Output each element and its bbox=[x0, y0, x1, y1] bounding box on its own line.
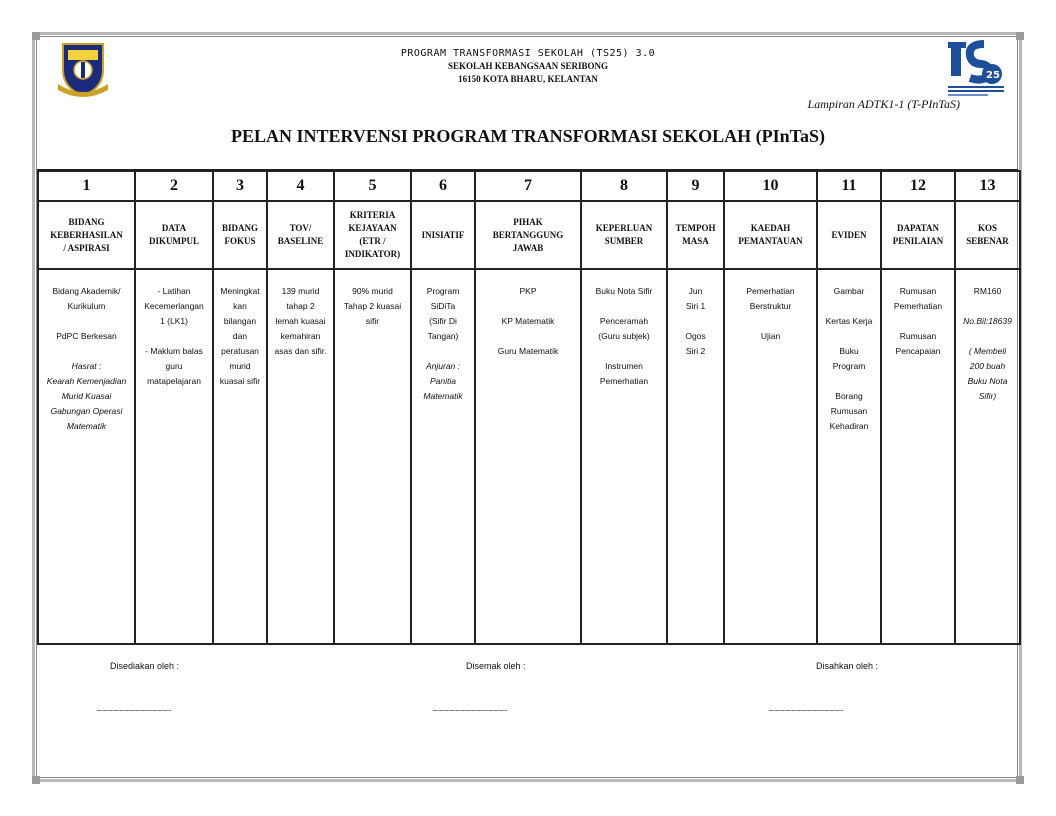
column-number: 11 bbox=[817, 171, 881, 201]
cell-kaedah-pemantauan bbox=[724, 269, 817, 644]
cell-text-line: Buku bbox=[839, 346, 859, 356]
column-header bbox=[881, 201, 955, 269]
column-header bbox=[135, 201, 213, 269]
cell-eviden bbox=[817, 269, 881, 644]
cell-kriteria-kejayaan bbox=[334, 269, 411, 644]
cell-text-line: Anjuran : bbox=[425, 361, 461, 371]
column-header-line: BIDANG bbox=[68, 216, 105, 227]
cell-text-line: (Guru subjek) bbox=[598, 331, 650, 341]
cell-text-line: Pemerhatian bbox=[746, 286, 795, 296]
cell-text-line: kuasai sifir bbox=[219, 376, 261, 386]
cell-text-line: Gabungan Operasi bbox=[50, 406, 123, 416]
column-number: 4 bbox=[267, 171, 334, 201]
cell-text-line: Rumusan bbox=[899, 286, 937, 296]
column-number: 7 bbox=[475, 171, 581, 201]
cell-text-line: 1 (LK1) bbox=[160, 316, 188, 326]
cell-text-line: Berstruktur bbox=[749, 301, 792, 311]
cell-text-line: ( Membeli bbox=[968, 346, 1007, 356]
column-header-line: DATA bbox=[161, 223, 187, 233]
column-number: 8 bbox=[581, 171, 667, 201]
cell-text-line: lemah kuasai bbox=[275, 316, 326, 326]
prepared-by-signature-line[interactable]: ............................................................. bbox=[96, 704, 171, 712]
cell-text-line: Pemerhatian bbox=[599, 376, 649, 386]
cell-text-line: Matematik bbox=[66, 421, 107, 431]
column-header bbox=[267, 201, 334, 269]
column-header-line: / ASPIRASI bbox=[63, 242, 110, 253]
cell-keperluan-sumber bbox=[581, 269, 667, 644]
cell-text-line: guru bbox=[165, 361, 183, 371]
cell-text-line: Penceramah bbox=[599, 316, 649, 326]
table-row bbox=[38, 269, 1020, 644]
cell-text-line: Matematik bbox=[423, 391, 463, 401]
cell-text-line: kemahiran bbox=[280, 331, 321, 341]
cell-tov-baseline bbox=[267, 269, 334, 644]
cell-text-line bbox=[884, 314, 952, 329]
checked-by-signature-line[interactable]: ............................................................. bbox=[432, 704, 507, 712]
cell-text-line bbox=[41, 314, 132, 329]
cell-text-line: PKP bbox=[519, 286, 537, 296]
cell-text-line: asas dan sifir. bbox=[274, 346, 327, 356]
column-header-line: KEPERLUAN bbox=[595, 223, 653, 233]
cell-text-line bbox=[820, 374, 878, 389]
cell-text-line: dan bbox=[232, 331, 248, 341]
cell-text-line: Tangan) bbox=[427, 331, 459, 341]
cell-text-line: Gambar bbox=[833, 286, 865, 296]
cell-text-line bbox=[670, 314, 721, 329]
cell-text-line: Borang bbox=[835, 391, 863, 401]
cell-text-line: (Sifir Di bbox=[429, 316, 457, 326]
cell-data-dikumpul bbox=[135, 269, 213, 644]
cell-text-line: sifir bbox=[365, 316, 380, 326]
cell-pihak-bertanggungjawab bbox=[475, 269, 581, 644]
column-header bbox=[955, 201, 1020, 269]
approved-by-signature-line[interactable]: ............................................................. bbox=[768, 704, 843, 712]
column-header bbox=[724, 201, 817, 269]
column-number: 2 bbox=[135, 171, 213, 201]
corner-ornament bbox=[1016, 776, 1024, 784]
cell-text-line: Kurikulum bbox=[67, 301, 106, 311]
column-header-line: TOV/ bbox=[289, 223, 312, 233]
column-header-line: INISIATIF bbox=[421, 229, 465, 240]
cell-text-line: kan bbox=[233, 301, 247, 311]
column-header-line: PIHAK bbox=[513, 216, 543, 227]
cell-bidang-fokus bbox=[213, 269, 267, 644]
column-number: 1 bbox=[38, 171, 135, 201]
column-header-line: KAEDAH bbox=[750, 223, 791, 233]
cell-text-line: PdPC Berkesan bbox=[56, 331, 117, 341]
column-header bbox=[581, 201, 667, 269]
cell-dapatan-penilaian bbox=[881, 269, 955, 644]
cell-text-line: matapelajaran bbox=[147, 376, 201, 386]
column-header bbox=[411, 201, 475, 269]
cell-bidang-keberhasilan bbox=[38, 269, 135, 644]
cell-text-line: Ogos bbox=[685, 331, 706, 341]
cell-text-line: Sifir) bbox=[978, 391, 997, 401]
cell-text-line: Guru Matematik bbox=[497, 346, 559, 356]
column-header-line: SUMBER bbox=[604, 236, 644, 246]
column-number: 6 bbox=[411, 171, 475, 201]
column-header-line: INDIKATOR) bbox=[344, 249, 401, 259]
column-header-line: MASA bbox=[682, 236, 709, 246]
column-header bbox=[213, 201, 267, 269]
column-number: 3 bbox=[213, 171, 267, 201]
column-header-line: KRITERIA bbox=[349, 210, 396, 220]
column-header-line: PENILAIAN bbox=[892, 236, 944, 246]
column-header-line: DAPATAN bbox=[897, 223, 939, 233]
cell-text-line: Instrumen bbox=[605, 361, 643, 371]
intervention-plan-table bbox=[37, 170, 1021, 645]
prepared-by-label: Disediakan oleh : bbox=[110, 661, 180, 671]
school-crest-logo bbox=[58, 40, 108, 98]
column-header bbox=[38, 201, 135, 269]
column-header-line: BERTANGGUNG bbox=[492, 229, 564, 240]
cell-text-line: Kecemerlangan bbox=[144, 301, 204, 311]
ts25-logo-number: 25 bbox=[986, 70, 1000, 81]
cell-text-line bbox=[584, 299, 664, 314]
column-header-line: DIKUMPUL bbox=[149, 236, 199, 246]
cell-text-line: Meningkat bbox=[220, 286, 260, 296]
cell-text-line bbox=[820, 299, 878, 314]
cell-tempoh-masa bbox=[667, 269, 724, 644]
cell-text-line: Bidang Akademik/ bbox=[52, 286, 121, 296]
column-header-row bbox=[38, 201, 1020, 269]
cell-text-line: bilangan bbox=[223, 316, 257, 326]
cell-text-line: Hasrat : bbox=[71, 361, 102, 371]
cell-text-line: Panitia bbox=[430, 376, 456, 386]
cell-text-line: Buku Nota bbox=[967, 376, 1008, 386]
column-header-line: JAWAB bbox=[512, 242, 544, 253]
column-header-line: TEMPOH bbox=[675, 223, 716, 233]
cell-text-line: Rumusan bbox=[830, 406, 868, 416]
cell-kos-sebenar bbox=[955, 269, 1020, 644]
column-number: 12 bbox=[881, 171, 955, 201]
column-number: 5 bbox=[334, 171, 411, 201]
cell-text-line: Kertas Kerja bbox=[825, 316, 873, 326]
column-header-line: EVIDEN bbox=[831, 229, 867, 240]
cell-text-line bbox=[138, 329, 210, 344]
cell-text-line: peratusan bbox=[221, 346, 259, 356]
cell-text-line: Kearah Kemenjadian bbox=[46, 376, 127, 386]
column-number: 9 bbox=[667, 171, 724, 201]
cell-text-line: Rumusan bbox=[899, 331, 937, 341]
cell-text-line: Pemerhatian bbox=[893, 301, 943, 311]
cell-text-line bbox=[478, 329, 578, 344]
column-header-line: SEBENAR bbox=[966, 236, 1009, 246]
cell-text-line: Murid Kuasai bbox=[61, 391, 112, 401]
cell-text-line bbox=[820, 329, 878, 344]
column-header-line: KOS bbox=[977, 223, 997, 233]
cell-text-line: Siri 1 bbox=[685, 301, 706, 311]
cell-text-line: 90% murid bbox=[352, 286, 393, 296]
column-number-row bbox=[38, 171, 1020, 201]
cell-text-line bbox=[958, 329, 1017, 344]
column-number: 10 bbox=[724, 171, 817, 201]
cell-text-line bbox=[958, 299, 1017, 314]
cell-text-line: 200 buah bbox=[969, 361, 1006, 371]
column-header-line: PEMANTAUAN bbox=[738, 236, 803, 246]
column-header-line: BIDANG bbox=[221, 223, 258, 233]
cell-text-line: Program bbox=[426, 286, 460, 296]
ts25-logo bbox=[946, 38, 1006, 98]
cell-text-line bbox=[414, 344, 472, 359]
column-number: 13 bbox=[955, 171, 1020, 201]
appendix-reference: Lampiran ADTK1-1 (T-PInTaS) bbox=[807, 97, 960, 111]
page-title: PELAN INTERVENSI PROGRAM TRANSFORMASI SEKOLAH (PInTaS) bbox=[231, 126, 825, 146]
corner-ornament bbox=[32, 32, 40, 40]
header-program-name: PROGRAM TRANSFORMASI SEKOLAH (TS25) 3.0 bbox=[400, 48, 656, 59]
cell-text-line: - Latihan bbox=[157, 286, 191, 296]
cell-text-line bbox=[727, 314, 814, 329]
column-header-line: KEBERHASILAN bbox=[50, 229, 123, 240]
corner-ornament bbox=[1016, 32, 1024, 40]
column-header-line: KEJAYAAN bbox=[348, 223, 397, 233]
cell-text-line: tahap 2 bbox=[286, 301, 315, 311]
column-header-line: BASELINE bbox=[277, 236, 324, 246]
corner-ornament bbox=[32, 776, 40, 784]
cell-text-line: Buku Nota Sifir bbox=[595, 286, 653, 296]
cell-text-line: KP Matematik bbox=[501, 316, 555, 326]
cell-text-line: No.Bil:18639 bbox=[963, 316, 1012, 326]
column-header bbox=[334, 201, 411, 269]
cell-text-line: SiDiTa bbox=[430, 301, 456, 311]
cell-text-line: Pencapaian bbox=[895, 346, 941, 356]
cell-text-line: 139 murid bbox=[281, 286, 320, 296]
cell-text-line bbox=[584, 344, 664, 359]
cell-text-line: Siri 2 bbox=[685, 346, 706, 356]
column-header bbox=[475, 201, 581, 269]
cell-text-line: murid bbox=[229, 361, 251, 371]
cell-text-line: Ujian bbox=[760, 331, 781, 341]
cell-inisiatif bbox=[411, 269, 475, 644]
cell-text-line: Tahap 2 kuasai bbox=[343, 301, 402, 311]
cell-text-line: Program bbox=[832, 361, 866, 371]
cell-text-line: - Maklum balas bbox=[145, 346, 203, 356]
column-header bbox=[817, 201, 881, 269]
column-header bbox=[667, 201, 724, 269]
approved-by-label: Disahkan oleh : bbox=[816, 661, 879, 671]
column-header-line: (ETR / bbox=[359, 236, 386, 246]
column-header-line: FOKUS bbox=[224, 236, 256, 246]
cell-text-line: RM160 bbox=[973, 286, 1002, 296]
header-school-address: 16150 KOTA BHARU, KELANTAN bbox=[458, 74, 598, 84]
cell-text-line: Kehadiran bbox=[829, 421, 869, 431]
cell-text-line bbox=[478, 299, 578, 314]
cell-text-line: Jun bbox=[688, 286, 703, 296]
checked-by-label: Disemak oleh : bbox=[466, 661, 526, 671]
header-school-name: SEKOLAH KEBANGSAAN SERIBONG bbox=[447, 61, 609, 71]
cell-text-line bbox=[41, 344, 132, 359]
